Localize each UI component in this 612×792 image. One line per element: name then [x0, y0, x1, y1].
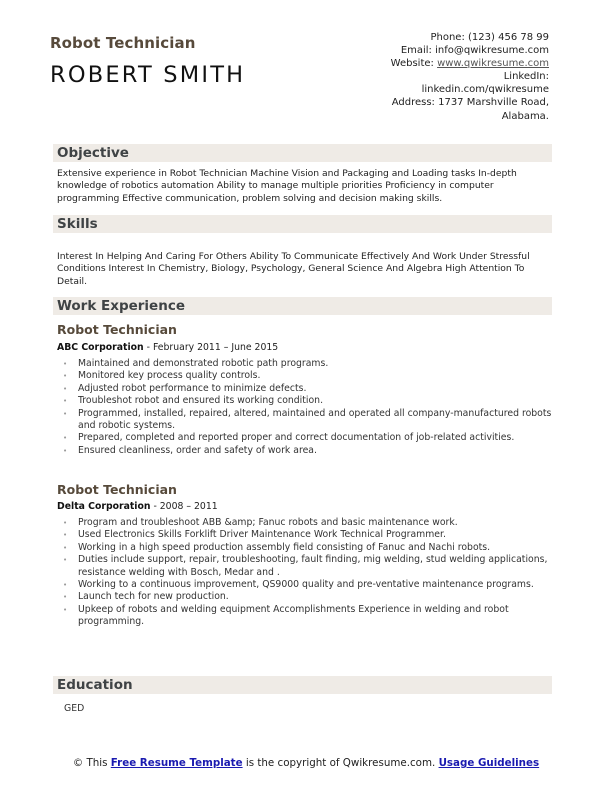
list-item: • Adjusted robot performance to minimize defects. [63, 383, 553, 395]
job-company-line [57, 501, 218, 512]
phone-value: (123) 456 78 99 [468, 32, 549, 43]
objective-text: Extensive experience in Robot Technician Machine Vision and Packaging and Loading tasks In-depth knowledge of robotics automation Ability to manage multiple priorities Proficiency in computer programming Effective communication, problem solving and decision making skills. [57, 168, 517, 204]
address-label: Address: [391, 97, 435, 109]
list-item: • Upkeep of robots and welding equipment Accomplishments Experience in welding and robot programming. [63, 604, 553, 629]
copyright-footer [60, 757, 552, 771]
list-item: • Working to a continuous improvement, QS9000 quality and pre-ventative maintenance programs. [63, 579, 553, 591]
contact-phone [329, 31, 549, 44]
list-item: • Used Electronics Skills Forklift Driver Maintenance Work Technical Programmer. [63, 529, 553, 541]
job-company-line [57, 342, 278, 353]
footer-prefix: © This [72, 757, 111, 769]
contact-email [329, 44, 549, 57]
contact-linkedin: linkedin.com/qwikresume [421, 84, 549, 96]
list-item: • Ensured cleanliness, order and safety of work area. [63, 445, 553, 457]
job-dates: - 2008 – 2011 [150, 501, 218, 512]
contact-block [329, 31, 549, 123]
job-title: Robot Technician [57, 482, 177, 497]
list-item: • Working in a high speed production assembly field consisting of Fanuc and Nachi robots. [63, 542, 553, 554]
phone-label: Phone: [430, 32, 465, 43]
job-bullets [63, 358, 553, 457]
footer-middle: is the copyright of Qwikresume.com. [242, 757, 439, 769]
list-item: • Duties include support, repair, troubleshooting, fault finding, mig welding, stud welding applications, resistance welding with Bosch, Medar and . [63, 554, 553, 579]
section-header-skills: Skills [53, 215, 552, 233]
company-name: Delta Corporation [57, 501, 151, 512]
contact-address-line2: Alabama. [501, 110, 549, 122]
job-title: Robot Technician [57, 322, 177, 337]
section-header-work-experience: Work Experience [53, 297, 552, 315]
section-header-objective: Objective [53, 144, 552, 162]
email-value: info@qwikresume.com [435, 45, 549, 57]
company-name: ABC Corporation [57, 342, 144, 353]
website-link[interactable]: www.qwikresume.com [437, 58, 549, 70]
header-job-title: Robot Technician [50, 34, 196, 52]
list-item: • Programmed, installed, repaired, altered, maintained and operated all company-manufactured robots and robotic systems. [63, 408, 553, 433]
list-item: • Program and troubleshoot ABB &amp; Fanuc robots and basic maintenance work. [63, 517, 553, 529]
usage-guidelines-link[interactable]: Usage Guidelines [438, 757, 540, 769]
contact-address [329, 96, 549, 109]
list-item: • Troubleshot robot and ensured its working condition. [63, 395, 553, 407]
job-bullets [63, 517, 553, 629]
address-line1: 1737 Marshville Road, [438, 97, 549, 109]
list-item: • Maintained and demonstrated robotic path programs. [63, 358, 553, 370]
list-item: • Monitored key process quality controls. [63, 370, 553, 382]
list-item: • Launch tech for new production. [63, 591, 553, 603]
candidate-name: ROBERT SMITH [50, 62, 246, 88]
email-label: Email: [400, 45, 432, 57]
education-item: GED [64, 703, 85, 714]
list-item: • Prepared, completed and reported proper and correct documentation of job-related activities. [63, 432, 553, 444]
website-label: Website: [390, 58, 434, 70]
skills-text: Interest In Helping And Caring For Others Ability To Communicate Effectively And Work Under Stressful Conditions Interest In Chemistry, Biology, Psychology, General Science And Algebra High Attention To Detail. [57, 251, 530, 287]
contact-linkedin-label: LinkedIn: [503, 71, 549, 83]
job-dates: - February 2011 – June 2015 [143, 342, 279, 353]
section-header-education: Education [53, 676, 552, 694]
contact-website [329, 57, 549, 70]
free-resume-template-link[interactable]: Free Resume Template [110, 757, 243, 769]
